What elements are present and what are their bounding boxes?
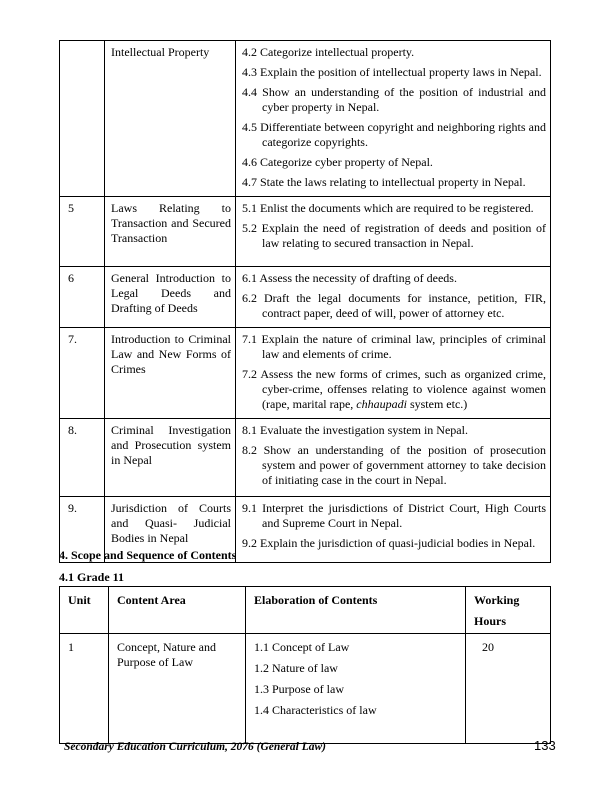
objectives-cell bbox=[236, 497, 551, 563]
objective-item: 4.2 Categorize intellectual property. bbox=[242, 45, 415, 59]
unit-cell: 5 bbox=[60, 197, 105, 267]
section-heading: 4. Scope and Sequence of Contents bbox=[59, 548, 237, 562]
page-number: 133 bbox=[534, 738, 556, 753]
objective-item: 4.7 State the laws relating to intellectual property in Nepal. bbox=[242, 175, 526, 189]
row-hours: 20 bbox=[466, 634, 551, 744]
unit-cell bbox=[60, 41, 105, 197]
objective-item: 4.6 Categorize cyber property of Nepal. bbox=[242, 155, 433, 169]
elab-item: 1.3 Purpose of law bbox=[254, 682, 344, 696]
objective-item: 4.3 Explain the position of intellectual property laws in Nepal. bbox=[242, 65, 542, 79]
table-row bbox=[60, 197, 551, 267]
objective-item: 8.2 Show an understanding of the position of prosecution system and power of government attorney to take decision of initiating case in the court in Nepal. bbox=[242, 443, 546, 487]
content-area-cell: Introduction to Criminal Law and New Forms of Crimes bbox=[105, 328, 236, 419]
row-content-area: Concept, Nature and Purpose of Law bbox=[109, 634, 246, 744]
elab-item: 1.2 Nature of law bbox=[254, 661, 338, 675]
unit-cell: 9. bbox=[60, 497, 105, 563]
objective-item: 5.2 Explain the need of registration of deeds and position of law relating to secured transaction in Nepal. bbox=[242, 221, 546, 250]
objective-item: 9.1 Interpret the jurisdictions of District Court, High Courts and Supreme Court in Nepal. bbox=[242, 501, 546, 530]
header-unit: Unit bbox=[60, 587, 109, 634]
table-header-row bbox=[60, 587, 551, 634]
header-elaboration: Elaboration of Contents bbox=[246, 587, 466, 634]
table-row bbox=[60, 267, 551, 328]
table-row bbox=[60, 634, 551, 744]
objective-item: 4.5 Differentiate between copyright and neighboring rights and categorize copyrights. bbox=[242, 120, 546, 149]
row-unit: 1 bbox=[60, 634, 109, 744]
objectives-cell bbox=[236, 419, 551, 497]
objective-item: 6.2 Draft the legal documents for instance, petition, FIR, contract paper, deed of will, power of attorney etc. bbox=[242, 291, 546, 320]
unit-cell: 7. bbox=[60, 328, 105, 419]
objective-item: 7.2 Assess the new forms of crimes, such as organized crime, cyber-crime, offenses relating to violence against women (rape, marital rape, chhaupadi system etc.) bbox=[242, 367, 546, 411]
header-hours: Hours bbox=[474, 614, 507, 628]
objectives-cell bbox=[236, 267, 551, 328]
objective-item: 4.4 Show an understanding of the position of industrial and cyber property in Nepal. bbox=[242, 85, 546, 114]
elab-item: 1.1 Concept of Law bbox=[254, 640, 350, 654]
table-row bbox=[60, 328, 551, 419]
content-area-cell: Jurisdiction of Courts and Quasi- Judicial Bodies in Nepal bbox=[105, 497, 236, 563]
content-area-cell: Intellectual Property bbox=[105, 41, 236, 197]
content-area-cell: Criminal Investigation and Prosecution system in Nepal bbox=[105, 419, 236, 497]
objectives-cell bbox=[236, 328, 551, 419]
objective-item: 9.2 Explain the jurisdiction of quasi-judicial bodies in Nepal. bbox=[242, 536, 536, 550]
unit-cell: 8. bbox=[60, 419, 105, 497]
objectives-table bbox=[59, 40, 551, 563]
content-area-cell: Laws Relating to Transaction and Secured Transaction bbox=[105, 197, 236, 267]
row-elaboration bbox=[246, 634, 466, 744]
header-working-hours bbox=[466, 587, 551, 634]
objective-item: 7.1 Explain the nature of criminal law, principles of criminal law and elements of crime. bbox=[242, 332, 546, 361]
header-working: Working bbox=[474, 593, 520, 607]
objectives-cell bbox=[236, 41, 551, 197]
subsection-heading: 4.1 Grade 11 bbox=[59, 570, 124, 584]
objective-item: 5.1 Enlist the documents which are required to be registered. bbox=[242, 201, 534, 215]
objective-item: 8.1 Evaluate the investigation system in Nepal. bbox=[242, 423, 468, 437]
content-area-cell: General Introduction to Legal Deeds and Drafting of Deeds bbox=[105, 267, 236, 328]
footer-title: Secondary Education Curriculum, 2076 (General Law) bbox=[64, 741, 326, 753]
unit-cell: 6 bbox=[60, 267, 105, 328]
objectives-cell bbox=[236, 197, 551, 267]
table-row bbox=[60, 419, 551, 497]
scope-sequence-table bbox=[59, 586, 551, 744]
header-content-area: Content Area bbox=[109, 587, 246, 634]
objective-item: 6.1 Assess the necessity of drafting of deeds. bbox=[242, 271, 457, 285]
elab-item: 1.4 Characteristics of law bbox=[254, 703, 377, 717]
table-row bbox=[60, 41, 551, 197]
